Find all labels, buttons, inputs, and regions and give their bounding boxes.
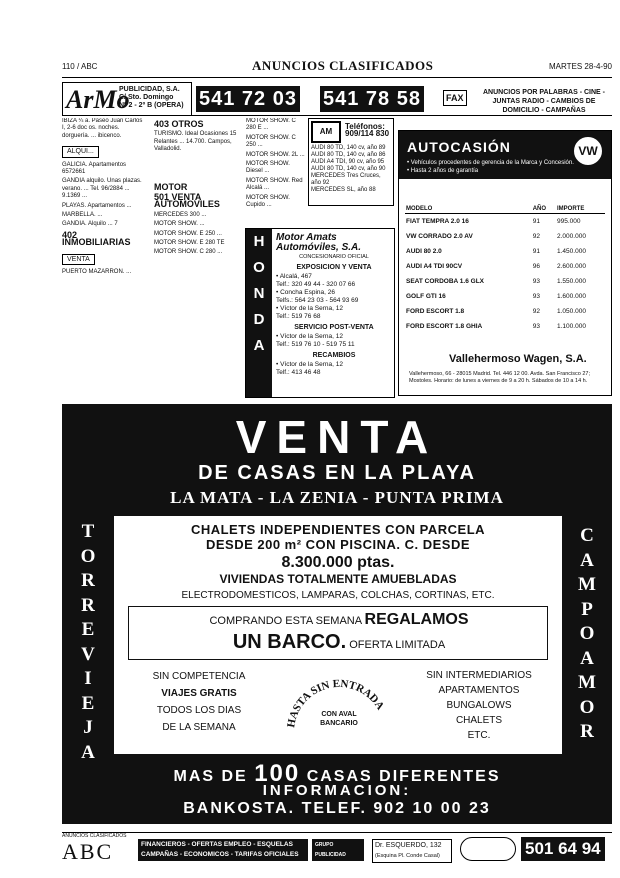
honda-line: Telf.: 320 49 44 - 320 07 66 [276, 281, 356, 288]
table-cell: GOLF GTI 16 [406, 292, 446, 300]
footer-small-label: ANUNCIOS CLASIFICADOS [62, 833, 127, 839]
footer-services-2: CAMPAÑAS - ECONOMICOS - TARIFAS OFICIALES [141, 851, 299, 858]
gift-box [128, 606, 548, 660]
autocasion-address: Vallehermoso, 66 - 28015 Madrid. Tel. 446 12 00. Avda. San Francisco 27; Mostoles. Horario: de lunes a viernes de 9 a 20 h. Sábados de 10 a 14 h. [409, 371, 591, 384]
agency-fax-label: FAX [443, 90, 467, 106]
vertical-letter: O [579, 696, 595, 718]
autocasion-header [399, 131, 611, 179]
category-heading-403: 403 OTROS [154, 119, 204, 129]
honda-line: Telfs.: 564 23 03 - 564 93 69 [276, 297, 359, 304]
car-dealer-item: MERCEDES Tres Cruces, año 92 [311, 173, 381, 186]
classified-entry: MOTOR SHOW. C 250 ... [246, 134, 296, 149]
table-row [405, 304, 605, 319]
offer-chalets-line-2: DESDE 200 m² CON PISCINA. C. DESDE [205, 537, 471, 552]
footer-address-2: (Esquina Pl. Conde Casal) [375, 853, 440, 859]
vertical-letter: E [81, 692, 95, 714]
table-cell: 1.050.000 [557, 307, 586, 315]
table-cell: 92 [532, 232, 540, 240]
classified-entry: PLAYAS. Apartamentos ... [62, 202, 132, 209]
autocasion-table [405, 205, 605, 334]
stamp-center-2: BANCARIO [320, 720, 358, 727]
vertical-letter: R [81, 594, 95, 616]
car-dealer-item: AUDI 80 TD, 140 cv, año 89 [311, 145, 386, 151]
honda-line: • Víctor de la Serna, 12 [276, 361, 343, 368]
table-row [405, 259, 605, 274]
agency-banner-ad [62, 82, 612, 116]
honda-letter: N [253, 285, 265, 302]
table-cell: AUDI A4 TDI 90CV [406, 262, 463, 270]
classifieds-column-1 [62, 118, 146, 400]
campoamor-vertical [564, 524, 610, 745]
honda-line: Telf.: 519 76 10 - 519 75 11 [276, 341, 355, 348]
agency-company: PUBLICIDAD, S.A. [119, 86, 180, 93]
offer-chalets-line-1: CHALETS INDEPENDIENTES CON PARCELA [190, 522, 486, 537]
vertical-letter: I [84, 668, 92, 689]
gift-line-1 [129, 611, 549, 629]
classified-entry: GANDIA alquilo. Unas plazas. verano. ... Tel. 96/2884 ... 9.1369 ... [62, 178, 142, 200]
table-header-row [405, 205, 605, 214]
page-number: 110 / ABC [62, 62, 98, 71]
autocasion-dealer: Vallehermoso Wagen, S.A. [449, 353, 587, 365]
table-row [405, 214, 605, 229]
gift-boat: UN BARCO. [232, 631, 347, 653]
page-date: MARTES 28-4-90 [549, 62, 612, 71]
car-dealer-item: AUDI A4 TDI, 90 cv, año 95 [311, 159, 385, 165]
table-cell: 2.000.000 [557, 232, 586, 240]
table-row [405, 244, 605, 259]
classified-entry: IBIZA ¼ a. Paseo Juan Carlos I, 2-6 doc os. noches. dorguería. ... ibicenco. [62, 118, 143, 139]
offer-price: 8.300.000 ptas. [281, 554, 395, 571]
table-cell: 96 [532, 262, 540, 270]
car-dealer-item: AUDI 80 TD, 140 cv, año 86 [311, 152, 386, 158]
table-cell: 1.450.000 [557, 247, 586, 255]
footer-address [372, 839, 452, 863]
benefit-item: TODOS LOS DIAS [156, 705, 242, 716]
autocasion-bullet: • Hasta 2 años de garantía [407, 168, 479, 174]
vertical-letter: V [81, 643, 95, 665]
more-post: CASAS DIFERENTES [306, 768, 501, 785]
honda-dealer-name: Motor Amats Automóviles, S.A. [276, 232, 362, 253]
table-cell: 1.600.000 [557, 292, 586, 300]
classifieds-column-2 [154, 118, 242, 400]
column-header: AÑO [532, 205, 556, 214]
table-cell: AUDI 80 2.0 [406, 247, 442, 255]
classified-entry: GALICIA. Apartamentos 6572661 [62, 161, 127, 176]
section-title: ANUNCIOS CLASIFICADOS [252, 58, 434, 73]
agency-logo: ArMo [66, 85, 130, 114]
honda-letter: H [253, 233, 265, 250]
vertical-letter: M [578, 574, 596, 595]
benefits-left [124, 668, 274, 736]
table-cell: 2.600.000 [557, 262, 586, 270]
honda-vertical-strip [246, 229, 272, 397]
benefit-item: SIN INTERMEDIARIOS [426, 670, 532, 681]
category-heading-motor: MOTOR [154, 181, 188, 192]
vertical-letter: E [81, 619, 95, 640]
agency-address [119, 86, 184, 110]
footer-group-box: GRUPO PUBLICIDAD [312, 839, 364, 861]
gift-line-2 [129, 631, 549, 654]
table-cell: 91 [532, 247, 540, 255]
benefit-item: DE LA SEMANA [162, 722, 236, 733]
table-cell: FIAT TEMPRA 2.0 16 [406, 217, 469, 225]
no-deposit-stamp [284, 672, 394, 742]
benefit-item: ETC. [467, 730, 491, 741]
classified-entry: MOTOR SHOW. Red Alcalá ... [246, 177, 303, 192]
table-cell: 93 [532, 277, 540, 285]
table-cell: 93 [532, 292, 540, 300]
honda-line: • Víctor de la Serna, 12 [276, 305, 343, 312]
agency-phone-1: 541 72 03 [196, 86, 300, 112]
venta-info-label: INFORMACION: [262, 782, 412, 799]
venta-subtitle: DE CASAS EN LA PLAYA [198, 462, 476, 484]
honda-line: • Concha Espina, 26 [276, 289, 336, 296]
table-row [405, 289, 605, 304]
car-dealer-list [311, 145, 391, 194]
table-cell: 93 [532, 322, 540, 330]
car-dealer-item: MERCEDES SL, año 88 [311, 187, 376, 193]
honda-letter: O [253, 259, 265, 276]
classified-entry: PUERTO MAZARRON. ... [62, 269, 132, 276]
more-pre: MAS DE [173, 768, 248, 785]
honda-servicio-heading: SERVICIO POST-VENTA [294, 324, 374, 331]
table-cell: 92 [532, 307, 540, 315]
agency-logo-box [62, 82, 192, 116]
classified-entry: MOTOR SHOW. C 280 E ... [246, 118, 296, 132]
category-tag-alquiler: ALQUI... [62, 146, 99, 157]
classified-entry: MERCEDES 300 ... [154, 211, 207, 218]
table-row [405, 319, 605, 334]
honda-ad-body [276, 233, 392, 377]
vertical-letter: J [83, 717, 93, 738]
vertical-letter: P [581, 598, 593, 620]
footer-emblem-icon [460, 837, 516, 861]
autocasion-bullet: • Vehículos procedentes de gerencia de la Marca y Concesión. [407, 160, 574, 166]
vw-logo-icon: VW [574, 137, 602, 165]
classified-entry: MOTOR SHOW. Cupido ... [246, 194, 290, 209]
stamp-center-1: CON AVAL [321, 711, 357, 718]
gift-strong: REGALAMOS [364, 611, 469, 628]
footer-phone: 501 64 94 [521, 837, 605, 861]
table-cell: 91 [532, 217, 540, 225]
vertical-letter: A [81, 741, 95, 763]
classified-entry: MOTOR SHOW. E 280 TE [154, 240, 225, 247]
classified-entry: MOTOR SHOW. E 250 ... [154, 230, 222, 237]
beach-houses-ad [62, 404, 612, 824]
table-cell: FORD ESCORT 1.8 GHIA [406, 322, 483, 330]
vertical-letter: O [80, 545, 96, 567]
agency-address-2: Nº 2 - 2º B (OPERA) [119, 102, 184, 109]
honda-exposicion-heading: EXPOSICION Y VENTA [296, 264, 372, 271]
column-header: MODELO [405, 205, 532, 214]
honda-dealer-ad [245, 228, 395, 398]
footer-services [138, 839, 308, 861]
venta-bank-phone: BANKOSTA. TELEF. 902 10 00 23 [183, 800, 491, 817]
vertical-letter: R [580, 721, 594, 742]
table-row [405, 229, 605, 244]
vertical-letter: M [578, 672, 596, 693]
car-dealer-ad [308, 118, 394, 206]
vertical-letter: A [580, 549, 594, 571]
torrevieja-vertical [65, 520, 111, 765]
category-heading-501: 501 VENTA AUTOMOVILES [154, 192, 220, 210]
car-dealer-phone: 909/114 830 [345, 129, 390, 138]
gift-pre: COMPRANDO ESTA SEMANA [209, 615, 362, 627]
page-footer [62, 832, 612, 862]
autocasion-bullets [407, 159, 574, 175]
table-cell: VW CORRADO 2.0 AV [406, 232, 473, 240]
honda-letter: D [253, 311, 265, 328]
vertical-letter: R [81, 570, 95, 591]
honda-recambios-heading: RECAMBIOS [312, 352, 356, 359]
column-header: IMPORTE [556, 205, 605, 214]
offer-chalets [114, 522, 562, 552]
venta-offer-card [114, 516, 562, 754]
agency-services: ANUNCIOS POR PALABRAS - CINE - JUNTAS RADIO - CAMBIOS DE DOMICILIO - CAMPAÑAS [483, 89, 605, 114]
car-dealer-logo-icon: AM [311, 121, 341, 143]
classified-entry: TURISMO. Ideal Ocasiones 15 Relantes ... 14.700. Campos, Valladolid. [154, 131, 237, 153]
honda-concesionario: CONCESIONARIO OFICIAL [299, 254, 369, 260]
benefit-item: APARTAMENTOS [438, 685, 520, 696]
classified-entry: MOTOR SHOW. C 280 ... [154, 249, 223, 256]
classified-entry: MARBELLA. ... [62, 212, 103, 219]
category-tag-venta: VENTA [62, 254, 95, 265]
table-cell: 995.000 [557, 217, 581, 225]
autocasion-title: AUTOCASIÓN [407, 139, 511, 155]
vertical-letter: A [580, 647, 594, 669]
stamp-arc-text: HASTA SIN ENTRADA [285, 677, 387, 729]
autocasion-ad [398, 130, 612, 396]
page-header [62, 58, 612, 78]
table-cell: 1.100.000 [557, 322, 586, 330]
venta-title: VENTA [235, 411, 439, 463]
classified-entry: GANDIA. Alquilo ... 7 [62, 221, 118, 228]
classified-entry: MOTOR SHOW. ... [154, 221, 205, 228]
category-heading-402: 402 INMOBILIARIAS [62, 229, 131, 248]
more-number: 100 [254, 760, 301, 787]
venta-towns: LA MATA - LA ZENIA - PUNTA PRIMA [170, 488, 504, 507]
benefit-item: VIAJES GRATIS [161, 688, 237, 699]
footer-services-1: FINANCIEROS - OFERTAS EMPLEO - ESQUELAS [141, 841, 293, 848]
honda-line: • Víctor de la Serna, 12 [276, 333, 343, 340]
abc-logo: ABC [62, 839, 114, 864]
table-row [405, 274, 605, 289]
car-dealer-phones-label: Teléfonos: [345, 122, 385, 131]
table-cell: 1.550.000 [557, 277, 586, 285]
offer-furnished: VIVIENDAS TOTALMENTE AMUEBLADAS [219, 572, 457, 586]
table-cell: SEAT CORDOBA 1.6 GLX [406, 277, 485, 285]
honda-line: • Alcalá, 467 [276, 273, 312, 280]
vertical-letter: T [81, 521, 95, 542]
agency-phone-2: 541 78 58 [320, 86, 424, 112]
benefits-right [404, 668, 554, 743]
footer-address-1: Dr. ESQUERDO, 132 [375, 842, 442, 849]
benefit-item: BUNGALOWS [446, 700, 512, 711]
honda-letter: A [253, 337, 265, 354]
agency-address-1: C/ Sto. Domingo [119, 94, 174, 101]
car-dealer-item: AUDI 80 TD, 140 cv, año 90 [311, 166, 386, 172]
car-dealer-phones [345, 123, 389, 137]
benefit-item: SIN COMPETENCIA [152, 671, 246, 682]
honda-line: Telf.: 413 46 48 [276, 369, 321, 376]
honda-line: Telf.: 519 76 68 [276, 313, 321, 320]
offer-appliances: ELECTRODOMESTICOS, LAMPARAS, COLCHAS, CORTINAS, ETC. [181, 590, 495, 601]
vertical-letter: O [579, 623, 595, 644]
vertical-letter: C [580, 525, 594, 546]
table-cell: FORD ESCORT 1.8 [406, 307, 465, 315]
benefit-item: CHALETS [455, 715, 503, 726]
classified-entry: MOTOR SHOW. Diesel ... [246, 161, 290, 175]
classified-entry: MOTOR SHOW. 2L ... [246, 151, 305, 158]
gift-boat-post: OFERTA LIMITADA [349, 639, 446, 651]
